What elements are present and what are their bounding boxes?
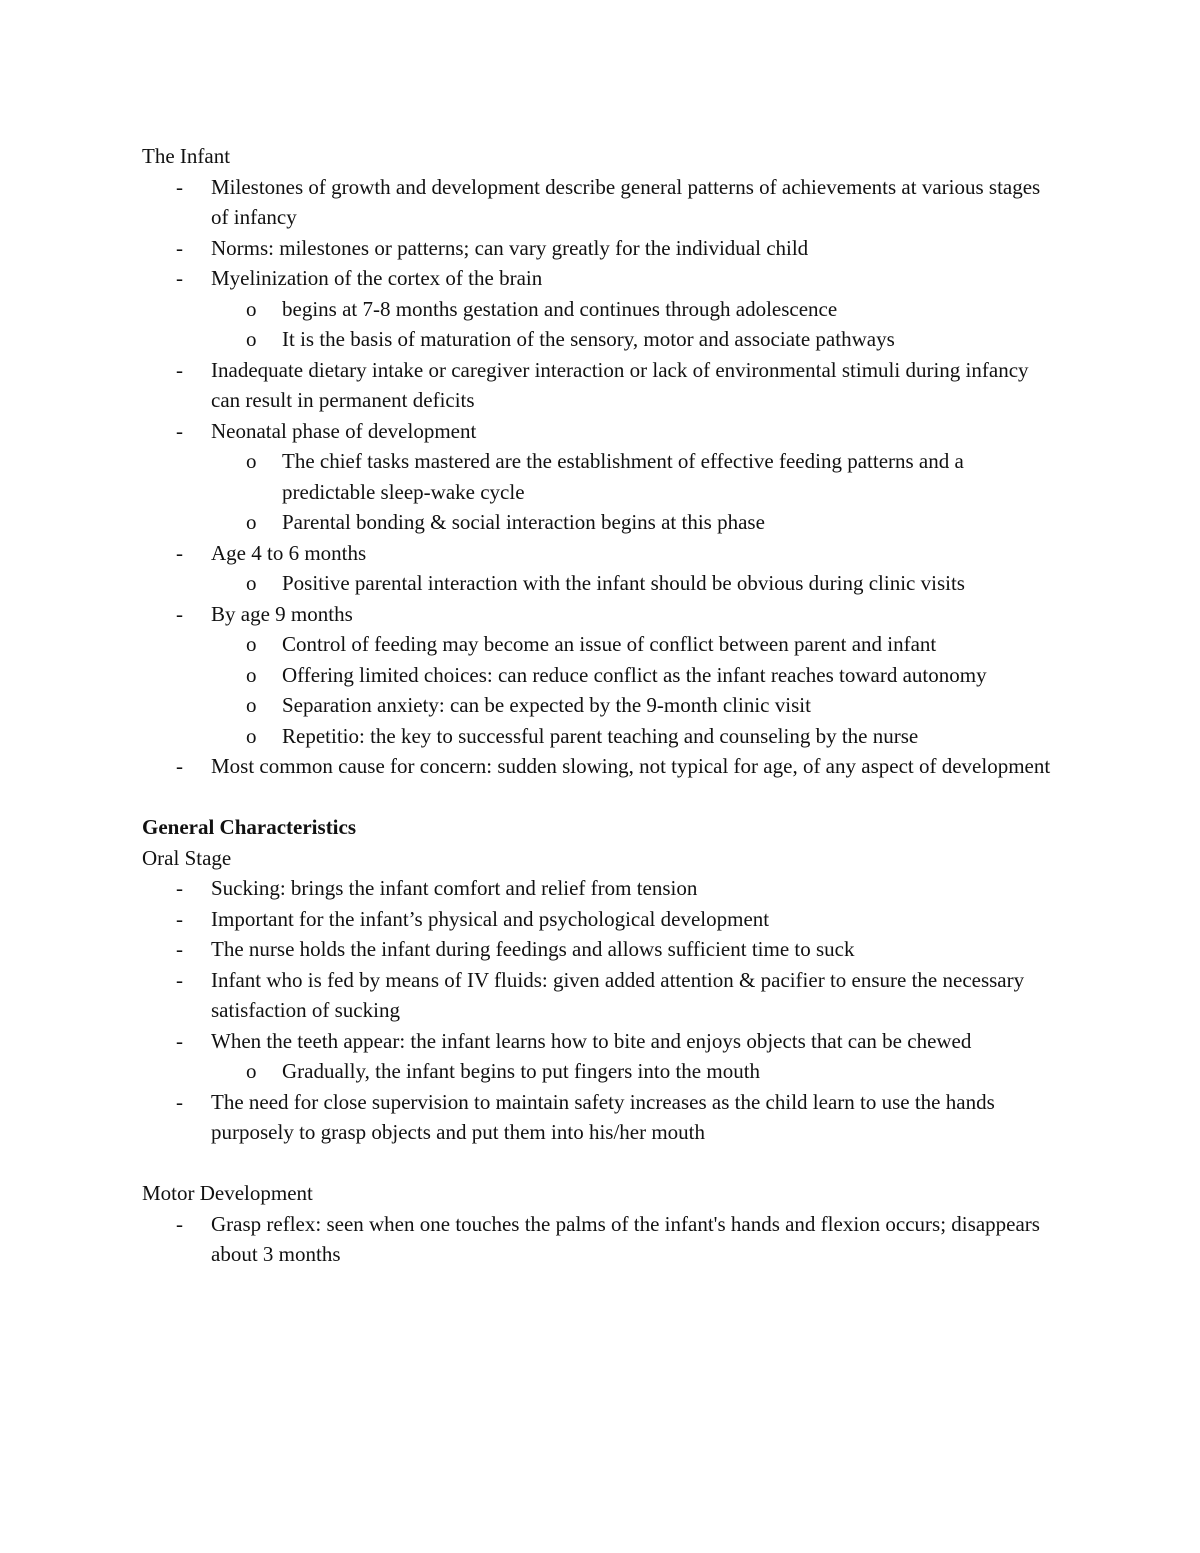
sub-item-text: It is the basis of maturation of the sensory, motor and associate pathways: [282, 327, 895, 351]
circle-marker: o: [246, 571, 257, 595]
list-item: [142, 172, 1062, 233]
dash-marker: -: [176, 1089, 183, 1114]
sub-item-text: Positive parental interaction with the infant should be obvious during clinic visits: [282, 571, 965, 595]
sub-list: [211, 629, 1062, 751]
sub-list: [211, 446, 1062, 538]
bullet-list: [142, 873, 1062, 1148]
sub-list-item: [211, 1056, 1062, 1087]
list-item-text: Grasp reflex: seen when one touches the palms of the infant's hands and flexion occurs; disappears about 3 months: [211, 1211, 1040, 1266]
dash-marker: -: [176, 418, 183, 443]
list-item: [142, 263, 1062, 355]
section-title: Oral Stage: [142, 845, 232, 870]
circle-marker: o: [246, 662, 257, 687]
list-item-text: Myelinization of the cortex of the brain: [211, 266, 543, 290]
sub-item-text: begins at 7-8 months gestation and continues through adolescence: [282, 296, 838, 321]
circle-marker: o: [246, 449, 257, 473]
list-item: [142, 1087, 1062, 1148]
list-item: [142, 538, 1062, 599]
list-item: [142, 965, 1062, 1026]
sub-list-item: [211, 660, 1062, 691]
list-item-text: Inadequate dietary intake or caregiver interaction or lack of environmental stimuli during infancy can result in permanent deficits: [211, 357, 1029, 412]
list-item: [142, 416, 1062, 538]
list-item-text: Norms: milestones or patterns; can vary greatly for the individual child: [211, 235, 809, 260]
list-item: [142, 1026, 1062, 1087]
circle-marker: o: [246, 693, 257, 717]
sub-list-item: [211, 690, 1062, 721]
list-item: [142, 904, 1062, 935]
section-heading: General Characteristics: [142, 815, 357, 839]
document-content: [142, 141, 1062, 1270]
list-item-text: When the teeth appear: the infant learns how to bite and enjoys objects that can be chewed: [211, 1028, 972, 1053]
circle-marker: o: [246, 1059, 257, 1083]
dash-marker: -: [176, 601, 183, 626]
sub-list-item: [211, 721, 1062, 752]
list-item-text: Age 4 to 6 months: [211, 540, 367, 565]
sub-list-item: [211, 507, 1062, 538]
list-item-text: Neonatal phase of development: [211, 418, 477, 443]
list-item: [142, 233, 1062, 264]
dash-marker: -: [176, 357, 183, 382]
bullet-list: [142, 172, 1062, 782]
circle-marker: o: [246, 723, 257, 748]
list-item: [142, 751, 1062, 782]
list-item-text: Most common cause for concern: sudden slowing, not typical for age, of any aspect of development: [211, 754, 1051, 778]
section-title: Motor Development: [142, 1181, 313, 1205]
sub-item-text: Parental bonding & social interaction begins at this phase: [282, 510, 765, 534]
dash-marker: -: [176, 235, 183, 260]
list-item-text: The nurse holds the infant during feedings and allows sufficient time to suck: [211, 937, 855, 961]
list-item: [142, 599, 1062, 752]
sub-list-item: [211, 446, 1062, 507]
list-item: [142, 934, 1062, 965]
sub-item-text: Offering limited choices: can reduce conflict as the infant reaches toward autonomy: [282, 662, 987, 687]
list-item: [142, 873, 1062, 904]
dash-marker: -: [176, 540, 183, 565]
sub-list: [211, 1056, 1062, 1087]
sub-list: [211, 568, 1062, 599]
section-title: The Infant: [142, 144, 231, 168]
sub-list-item: [211, 324, 1062, 355]
list-item-text: Milestones of growth and development describe general patterns of achievements at various stages of infancy: [211, 174, 1041, 229]
sub-item-text: Gradually, the infant begins to put fingers into the mouth: [282, 1059, 761, 1083]
circle-marker: o: [246, 510, 257, 534]
list-item-text: Infant who is fed by means of IV fluids: given added attention & pacifier to ensure the necessary satisfaction of sucking: [211, 967, 1025, 1022]
list-item-text: The need for close supervision to maintain safety increases as the child learn to use the hands purposely to grasp objects and put them into his/her mouth: [211, 1089, 995, 1144]
dash-marker: -: [176, 906, 183, 931]
dash-marker: -: [176, 967, 183, 992]
sub-list-item: [211, 629, 1062, 660]
sub-item-text: Separation anxiety: can be expected by the 9-month clinic visit: [282, 693, 811, 717]
dash-marker: -: [176, 1028, 183, 1053]
dash-marker: -: [176, 754, 183, 778]
paragraph-spacer: [142, 1148, 1062, 1179]
list-item-text: Important for the infant’s physical and psychological development: [211, 906, 770, 931]
sub-list-item: [211, 294, 1062, 325]
list-item: [142, 355, 1062, 416]
dash-marker: -: [176, 266, 183, 290]
circle-marker: o: [246, 632, 257, 656]
list-item: [142, 1209, 1062, 1270]
dash-marker: -: [176, 937, 183, 961]
circle-marker: o: [246, 296, 257, 321]
list-item-text: By age 9 months: [211, 601, 353, 626]
sub-list: [211, 294, 1062, 355]
paragraph-spacer: [142, 782, 1062, 813]
dash-marker: -: [176, 1211, 183, 1236]
sub-item-text: The chief tasks mastered are the establishment of effective feeding patterns and a predictable sleep-wake cycle: [282, 449, 964, 504]
dash-marker: -: [176, 174, 183, 199]
sub-list-item: [211, 568, 1062, 599]
dash-marker: -: [176, 876, 183, 900]
bullet-list: [142, 1209, 1062, 1270]
circle-marker: o: [246, 327, 257, 351]
sub-item-text: Repetitio: the key to successful parent teaching and counseling by the nurse: [282, 723, 919, 748]
list-item-text: Sucking: brings the infant comfort and relief from tension: [211, 876, 698, 900]
sub-item-text: Control of feeding may become an issue of conflict between parent and infant: [282, 632, 937, 656]
